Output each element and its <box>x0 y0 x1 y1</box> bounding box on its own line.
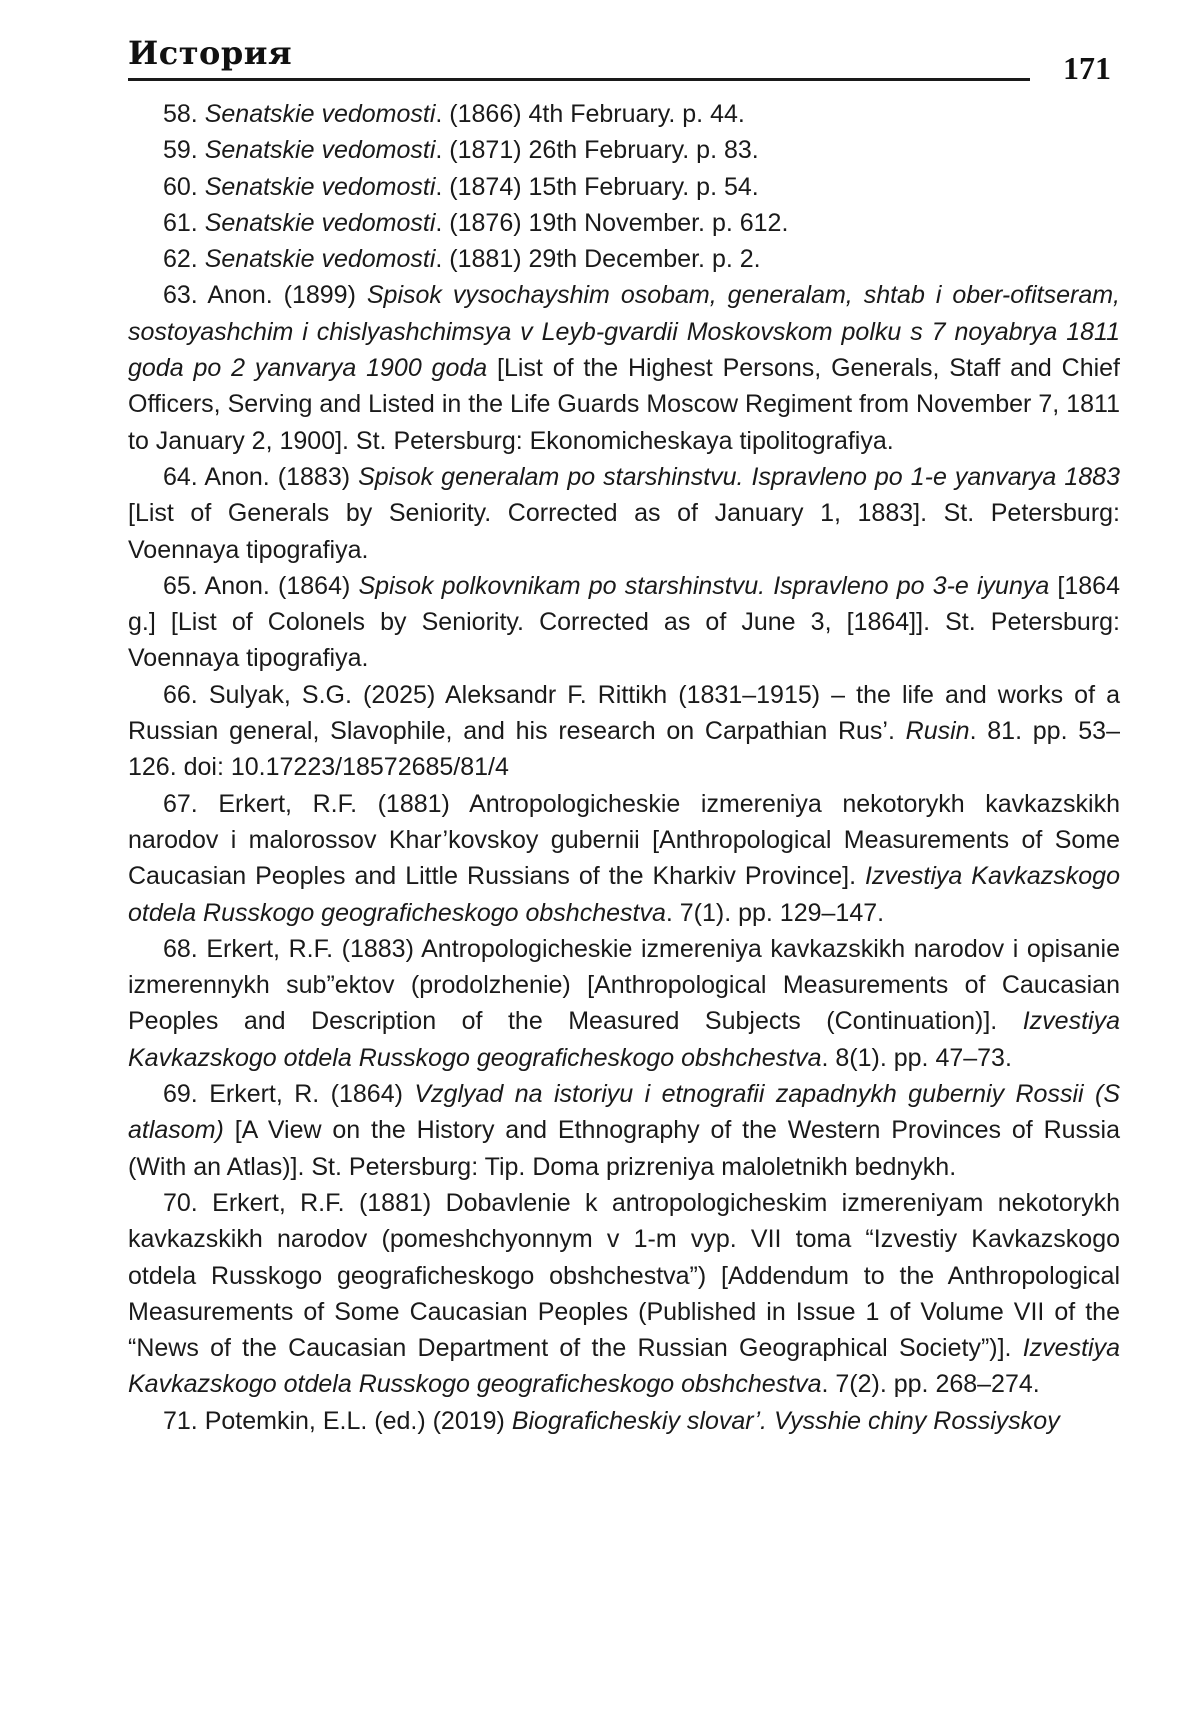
reference-italic-title: Izvestiya Kavkazskogo otdela Russkogo geograficheskogo obshchestva <box>128 862 1120 927</box>
reference-text: . (1876) 19th November. p. 612. <box>435 208 789 237</box>
reference-item <box>128 1403 1120 1439</box>
reference-text: Erkert, R.F. (1881) Antropologicheskie izmereniya nekotorykh kavkazskikh narodov i malorossov Khar’kovskoy gubernii [Anthropological Measurements of Some Caucasian Peoples and Little Russians of the Kharkiv Province]. <box>128 789 1120 891</box>
reference-item <box>128 1185 1120 1403</box>
reference-number: 60. <box>163 172 198 201</box>
reference-text: [A View on the History and Ethnography of the Western Provinces of Russia (With an Atlas)]. St. Petersburg: Tip. Doma prizreniya maloletnikh bednykh. <box>128 1116 1120 1181</box>
reference-text: Anon. (1883) <box>204 462 359 491</box>
reference-text: Anon. (1899) <box>207 281 367 310</box>
reference-number: 61. <box>163 208 198 237</box>
reference-text: . (1871) 26th February. p. 83. <box>435 136 759 165</box>
reference-text: Erkert, R. (1864) <box>209 1080 415 1109</box>
reference-number: 67. <box>163 789 198 818</box>
reference-text: . 7(2). pp. 268–274. <box>821 1370 1040 1399</box>
reference-list <box>128 96 1120 1439</box>
reference-italic-title: Izvestiya Kavkazskogo otdela Russkogo geograficheskogo obshchestva <box>128 1007 1120 1072</box>
reference-item <box>128 96 1120 132</box>
reference-number: 69. <box>163 1080 198 1109</box>
reference-italic-title: Senatskie vedomosti <box>204 172 436 201</box>
reference-text: Sulyak, S.G. (2025) Aleksandr F. Rittikh (1831–1915) – the life and works of a Russian general, Slavophile, and his research on Carpathian Rus’. <box>128 680 1120 746</box>
reference-item <box>128 132 1120 168</box>
reference-text: . 81. pp. 53–126. doi: 10.17223/18572685/81/4 <box>128 717 1120 782</box>
reference-text: [List of the Highest Persons, Generals, Staff and Chief Officers, Serving and Listed in the Life Guards Moscow Regiment from November 7, 1811 to January 2, 1900]. St. Petersburg: Ekonomicheskaya tipolitografiya. <box>128 354 1121 455</box>
reference-number: 66. <box>163 680 198 709</box>
reference-italic-title: Spisok polkovnikam po starshinstvu. Ispravleno po 3-e iyunya <box>358 571 1050 600</box>
reference-number: 70. <box>163 1188 198 1217</box>
reference-italic-title: Izvestiya Kavkazskogo otdela Russkogo geograficheskogo obshchestva <box>128 1334 1120 1399</box>
reference-text: . 8(1). pp. 47–73. <box>821 1043 1012 1072</box>
reference-italic-title: Senatskie vedomosti <box>204 100 436 128</box>
reference-italic-title: Senatskie vedomosti <box>204 245 436 274</box>
reference-item <box>128 931 1120 1076</box>
reference-text: Potemkin, E.L. (ed.) (2019) <box>204 1406 512 1435</box>
page-header <box>128 24 1111 86</box>
reference-item <box>128 277 1120 458</box>
reference-italic-title: Rusin <box>905 717 970 746</box>
reference-item <box>128 568 1120 677</box>
reference-number: 64. <box>163 462 198 491</box>
reference-italic-title: Senatskie vedomosti <box>204 136 436 165</box>
reference-italic-title: Biograficheskiy slovar’. Vysshie chiny Rossiyskoy <box>511 1406 1060 1435</box>
reference-number: 63. <box>163 281 198 310</box>
reference-italic-title: Vzglyad na istoriyu i etnografii zapadnykh guberniy Rossii (S atlasom) <box>128 1080 1120 1145</box>
reference-text: [List of Generals by Seniority. Corrected as of January 1, 1883]. St. Petersburg: Voennaya tipografiya. <box>128 499 1120 564</box>
reference-number: 71. <box>163 1406 198 1435</box>
reference-italic-title: Spisok generalam po starshinstvu. Ispravleno po 1-e yanvarya 1883 <box>358 462 1120 491</box>
reference-italic-title: Senatskie vedomosti <box>204 208 436 237</box>
reference-item <box>128 169 1120 205</box>
reference-number: 62. <box>163 245 198 274</box>
reference-text: Erkert, R.F. (1883) Antropologicheskie izmereniya kavkazskikh narodov i opisanie izmerennykh sub”ektov (prodolzhenie) [Anthropological Measurements of Caucasian Peoples and Description of the Measured Subjects (Continuation)]. <box>128 934 1120 1036</box>
reference-number: 58. <box>163 100 198 128</box>
reference-item <box>128 786 1120 931</box>
header-rule <box>128 78 1030 81</box>
reference-text: . (1866) 4th February. p. 44. <box>435 100 745 128</box>
reference-number: 65. <box>163 571 198 600</box>
section-title: История <box>128 34 293 72</box>
reference-item <box>128 459 1120 568</box>
page-number: 171 <box>1063 50 1111 86</box>
reference-item <box>128 677 1120 786</box>
reference-text: . (1881) 29th December. p. 2. <box>435 245 761 274</box>
reference-number: 59. <box>163 136 198 165</box>
reference-item <box>128 205 1120 241</box>
reference-italic-title: Spisok vysochayshim osobam, generalam, shtab i ober-ofitseram, sostoyashchim i chislyashchimsya v Leyb-gvardii Moskovskom polku s 7 noyabrya 1811 goda po 2 yanvarya 1900 goda <box>128 281 1120 383</box>
reference-text: . (1874) 15th February. p. 54. <box>435 172 759 201</box>
reference-text: Erkert, R.F. (1881) Dobavlenie k antropologicheskim izmereniyam nekotorykh kavkazskikh narodov (pomeshchyonnym v 1-m vyp. VII toma “Izvestiy Kavkazskogo otdela Russkogo geograficheskogo obshchestva”) [Addendum to the Anthropological Measurements of Some Caucasian Peoples (Published in Issue 1 of Volume VII of the “News of the Caucasian Department of the Russian Geographical Society”)]. <box>128 1188 1121 1363</box>
reference-text: . 7(1). pp. 129–147. <box>665 898 885 927</box>
reference-item <box>128 1076 1120 1185</box>
reference-text: [1864 g.] [List of Colonels by Seniority. Corrected as of June 3, [1864]]. St. Petersburg: Voennaya tipografiya. <box>128 571 1120 673</box>
reference-item <box>128 241 1120 277</box>
reference-number: 68. <box>163 934 198 963</box>
reference-text: Anon. (1864) <box>204 571 359 600</box>
